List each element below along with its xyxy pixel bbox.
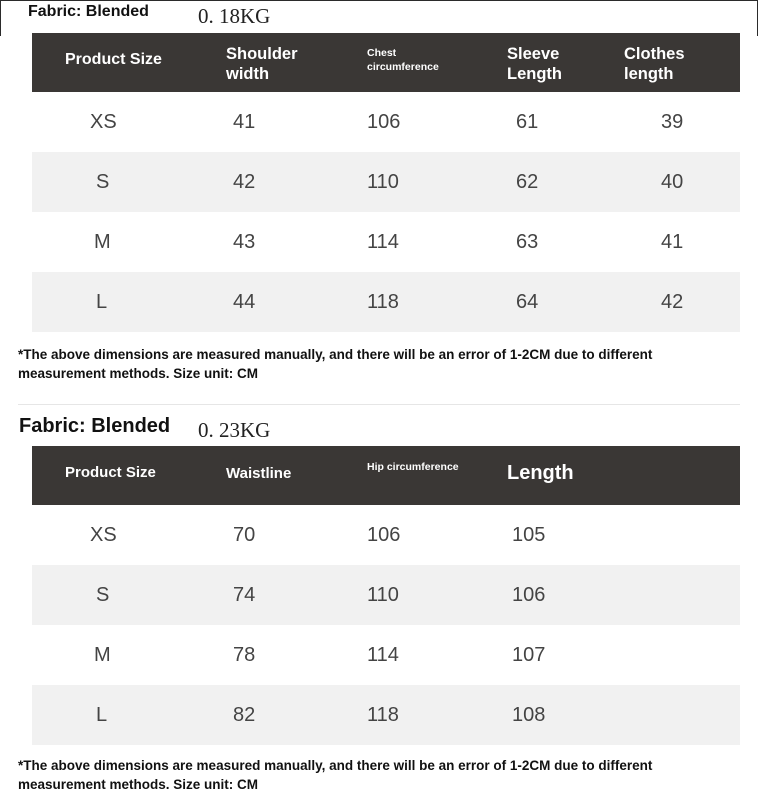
cell-hip: 106	[367, 524, 401, 546]
cell-chest: 106	[367, 111, 401, 133]
cell-size: S	[96, 584, 110, 606]
header-length: Length	[507, 462, 574, 484]
cell-sleeve: 64	[516, 291, 539, 313]
cell-shoulder: 43	[233, 231, 256, 253]
header-product-size: Product Size	[65, 51, 162, 68]
weight-label-top: 0. 18KG	[198, 4, 271, 28]
table-row	[32, 152, 740, 212]
table-header	[32, 446, 740, 505]
cell-size: XS	[90, 524, 117, 546]
cell-size: L	[96, 704, 108, 726]
cell-hip: 114	[367, 644, 399, 666]
cell-clothes: 40	[661, 171, 684, 193]
cell-chest: 118	[367, 291, 399, 313]
header-hip-circumference: Hip circumference	[367, 461, 459, 473]
weight-label-bottom: 0. 23KG	[198, 418, 271, 442]
header-shoulder-width: Shoulder width	[226, 45, 298, 83]
table-row	[32, 625, 740, 685]
cell-chest: 110	[367, 171, 399, 193]
cell-hip: 118	[367, 704, 399, 726]
header-sleeve-length: Sleeve Length	[507, 45, 562, 83]
cell-size: S	[96, 171, 110, 193]
section-divider	[18, 404, 740, 405]
size-table-bottom	[32, 446, 740, 745]
cell-size: M	[94, 644, 111, 666]
header-chest-circumference: Chest circumference	[367, 47, 439, 73]
table-row	[32, 212, 740, 272]
table-row	[32, 92, 740, 152]
cell-length: 108	[512, 704, 546, 726]
cell-size: M	[94, 231, 111, 253]
header-clothes-length: Clothes length	[624, 45, 685, 83]
cell-size: L	[96, 291, 108, 313]
frame-top-border	[0, 0, 758, 1]
measurement-note-top: *The above dimensions are measured manually, and there will be an error of 1-2CM due to different measurement methods. Size unit: CM	[18, 347, 653, 381]
fabric-label-top: Fabric: Blended	[28, 3, 149, 20]
cell-clothes: 41	[661, 231, 684, 253]
table-header	[32, 33, 740, 92]
cell-length: 105	[512, 524, 546, 546]
cell-sleeve: 62	[516, 171, 539, 193]
header-product-size: Product Size	[65, 464, 156, 481]
cell-size: XS	[90, 111, 117, 133]
table-row	[32, 565, 740, 625]
cell-shoulder: 44	[233, 291, 256, 313]
cell-length: 107	[512, 644, 546, 666]
frame-left-border	[0, 0, 1, 36]
cell-chest: 114	[367, 231, 399, 253]
cell-clothes: 39	[661, 111, 684, 133]
cell-waist: 82	[233, 704, 256, 726]
size-table-top	[32, 33, 740, 332]
cell-waist: 74	[233, 584, 256, 606]
cell-length: 106	[512, 584, 546, 606]
cell-waist: 78	[233, 644, 256, 666]
cell-sleeve: 61	[516, 111, 539, 133]
cell-shoulder: 42	[233, 171, 256, 193]
fabric-label-bottom: Fabric: Blended	[19, 415, 171, 437]
table-row	[32, 685, 740, 745]
table-row	[32, 505, 740, 565]
cell-clothes: 42	[661, 291, 684, 313]
table-row	[32, 272, 740, 332]
header-waistline: Waistline	[226, 465, 292, 482]
cell-waist: 70	[233, 524, 256, 546]
cell-shoulder: 41	[233, 111, 256, 133]
measurement-note-bottom: *The above dimensions are measured manually, and there will be an error of 1-2CM due to different measurement methods. Size unit: CM	[18, 758, 653, 792]
cell-sleeve: 63	[516, 231, 539, 253]
cell-hip: 110	[367, 584, 399, 606]
